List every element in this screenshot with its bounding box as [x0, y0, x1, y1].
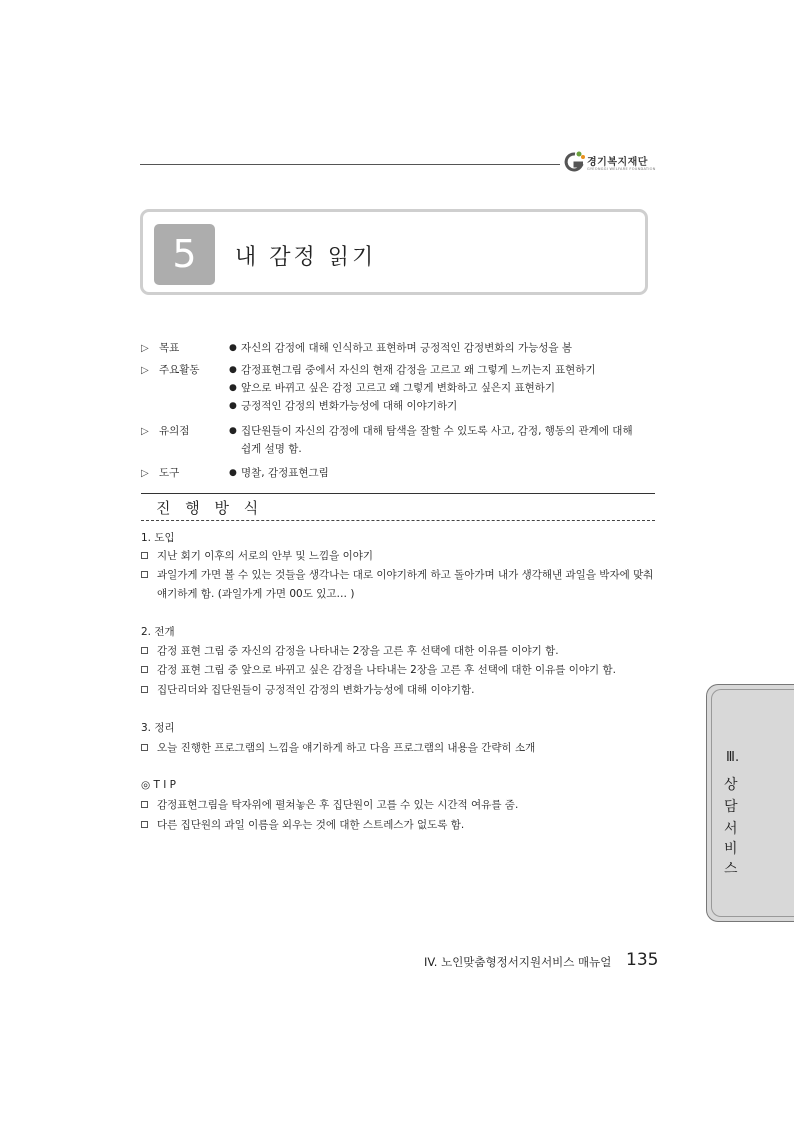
- checkbox-bullet-icon: [141, 571, 148, 578]
- chapter-number: 5: [154, 224, 215, 285]
- header-rule: [140, 164, 560, 165]
- info-value-continuation: 쉽게 설명 함.: [241, 443, 302, 455]
- info-label: 주요활동: [159, 364, 200, 376]
- wrapup-heading: 3. 정리: [141, 722, 175, 734]
- dot-bullet-icon: ●: [229, 426, 237, 436]
- footer-text: IV. 노인맞춤형정서지원서비스 매뉴얼: [424, 955, 612, 969]
- section-title: 진 행 방 식: [156, 499, 264, 517]
- chapter-side-tab: [706, 684, 794, 922]
- logo-subtext: GYEONGGI WELFARE FOUNDATION: [587, 167, 656, 171]
- side-tab-roman: Ⅲ.: [726, 750, 740, 765]
- info-value: 명찰, 감정표현그림: [241, 467, 329, 479]
- triangle-bullet-icon: ▷: [141, 343, 149, 354]
- checkbox-bullet-icon: [141, 744, 148, 751]
- logo-mark-icon: [563, 150, 585, 174]
- chapter-title: 내 감정 읽기: [235, 245, 377, 270]
- side-tab-char: 담: [724, 799, 738, 815]
- checkbox-bullet-icon: [141, 821, 148, 828]
- dot-bullet-icon: ●: [229, 468, 237, 478]
- triangle-bullet-icon: ▷: [141, 468, 149, 479]
- triangle-bullet-icon: ▷: [141, 426, 149, 437]
- info-value: 긍정적인 감정의 변화가능성에 대해 이야기하기: [241, 400, 458, 412]
- dot-bullet-icon: ●: [229, 401, 237, 411]
- info-label: 유의점: [159, 425, 190, 437]
- checkbox-bullet-icon: [141, 801, 148, 808]
- intro-heading: 1. 도입: [141, 532, 175, 544]
- page-number: 135: [626, 950, 659, 970]
- checkbox-bullet-icon: [141, 552, 148, 559]
- checkbox-bullet-icon: [141, 686, 148, 693]
- section-rule: [141, 493, 655, 494]
- dot-bullet-icon: ●: [229, 383, 237, 393]
- side-tab-inner: [711, 689, 794, 917]
- dot-bullet-icon: ●: [229, 343, 237, 353]
- dot-bullet-icon: ●: [229, 365, 237, 375]
- info-value: 집단원들이 자신의 감정에 대해 탐색을 잘할 수 있도록 사고, 감정, 행동의 관계에 대해: [241, 425, 633, 437]
- chapter-title-box: [140, 209, 648, 295]
- side-tab-char: 상: [724, 777, 738, 793]
- info-label: 도구: [159, 467, 180, 479]
- triangle-bullet-icon: ▷: [141, 365, 149, 376]
- side-tab-char: 비: [724, 841, 738, 857]
- tip-heading: ◎ T I P: [141, 779, 177, 791]
- develop-heading: 2. 전개: [141, 626, 175, 638]
- info-value: 앞으로 바뀌고 싶은 감정 고르고 왜 그렇게 변화하고 싶은지 표현하기: [241, 382, 556, 394]
- info-value: 감정표현그림 중에서 자신의 현재 감정을 고르고 왜 그렇게 느끼는지 표현하기: [241, 364, 596, 376]
- checkbox-bullet-icon: [141, 647, 148, 654]
- foundation-logo: [563, 150, 663, 176]
- logo-text: 경기복지재단: [587, 157, 648, 168]
- info-label: 목표: [159, 342, 180, 354]
- info-value: 자신의 감정에 대해 인식하고 표현하며 긍정적인 감정변화의 가능성을 봄: [241, 342, 572, 354]
- checkbox-bullet-icon: [141, 666, 148, 673]
- section-dotted-rule: [141, 520, 655, 521]
- side-tab-char: 서: [724, 821, 738, 837]
- side-tab-char: 스: [724, 861, 738, 877]
